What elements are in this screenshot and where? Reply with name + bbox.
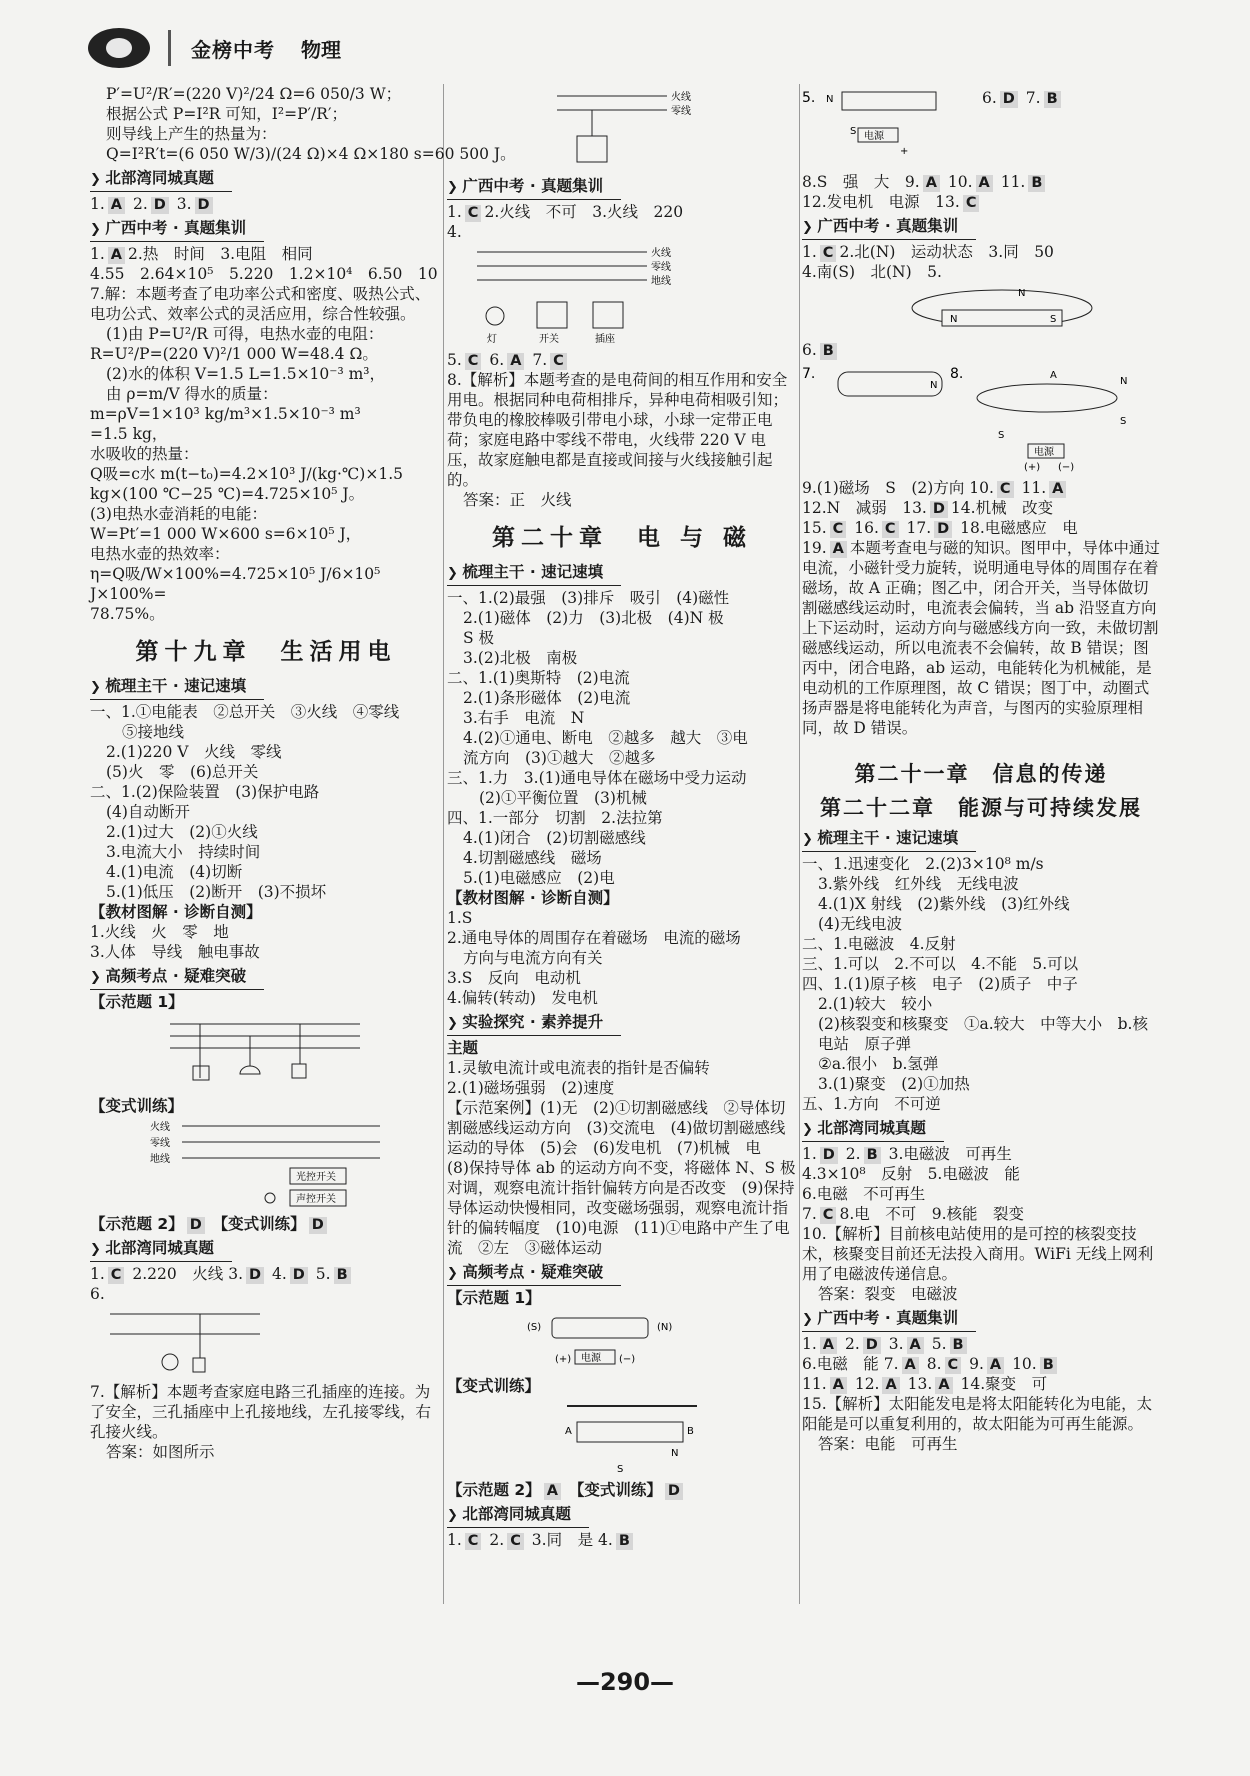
answer-line: 11. A 12. A 13. A 14.聚变 可 <box>802 1375 1048 1393</box>
text-line: 3.右手 电流 N <box>463 709 585 727</box>
solenoid-diagram <box>447 1312 797 1372</box>
section-heading: ❯ 高频考点 · 疑难突破 <box>447 1261 621 1286</box>
fig-label: 火线 <box>651 248 671 259</box>
circuit-diagram <box>90 1016 442 1092</box>
text-line: 一、1.迅速变化 2.(2)3×10⁸ m/s <box>802 855 1044 873</box>
circuit-diagram <box>90 1120 442 1210</box>
column-divider <box>443 84 444 1604</box>
text-line: 3.电流大小 持续时间 <box>106 843 261 861</box>
text-line: 4.(2)①通电、断电 ②越多 越大 ③电 <box>463 729 748 747</box>
solution-text: 78.75%。 <box>90 605 165 623</box>
header-divider <box>168 30 171 66</box>
fig-label: S <box>1120 416 1127 427</box>
answer-line: 6.电磁 不可再生 <box>802 1185 926 1203</box>
magnet-diagram <box>802 286 1160 336</box>
text-line: (2)①平衡位置 (3)机械 <box>479 789 647 807</box>
answer-line: 12.N 减弱 13. D 14.机械 改变 <box>802 499 1054 517</box>
solution-text: m=ρV=1×10³ kg/m³×1.5×10⁻³ m³ <box>90 405 361 423</box>
column-3 <box>802 84 1160 1454</box>
answer-text: 答案：正 火线 <box>463 491 572 509</box>
fig-label: 声控开关 <box>296 1194 336 1205</box>
solution-text: 由 ρ=m/V 得水的质量： <box>106 385 278 403</box>
text-line: 方向与电流方向有关 <box>463 949 603 967</box>
solution-text: 7.【解析】本题考查家庭电路三孔插座的连接。为了安全，三孔插座中上孔接地线，左孔接零线，右孔接火线。 <box>90 1383 432 1441</box>
solution-text: 15.【解析】太阳能发电是将太阳能转化为电能，太阳能是可以重复利用的，故太阳能为可再生能源。 <box>802 1395 1153 1433</box>
text-line: ⑤接地线 <box>122 723 185 741</box>
fig-label: (N) <box>657 1322 673 1333</box>
fig-label: S <box>1050 314 1057 325</box>
fig-label: 开关 <box>539 334 559 345</box>
chapter-title: 第二十章 电 与 磁 <box>491 525 752 551</box>
solution-text: 7.解：本题考查了电功率公式和密度、吸热公式、电功公式、效率公式的灵活应用，综合性较强。 <box>90 285 431 323</box>
text-line: 1.S <box>447 909 473 927</box>
text-line: 5.(1)低压 (2)断开 (3)不损坏 <box>106 883 327 901</box>
text-line: 3.(2)北极 南极 <box>463 649 578 667</box>
fig-label: (+) <box>1024 462 1041 473</box>
text-line: 4.(1)X 射线 (2)紫外线 (3)红外线 <box>818 895 1070 913</box>
solution-text: 电热水壶的热效率： <box>90 545 230 563</box>
fig-label: + <box>900 146 909 157</box>
text-line: Q=I²R′t=(6 050 W/3)/(24 Ω)×4 Ω×180 s=60 500 J。 <box>106 145 516 163</box>
answer-line: 1. C 2. C 3.同 是 4. B <box>447 1530 797 1550</box>
fig-label: (−) <box>619 1354 636 1365</box>
solution-text: (1)由 P=U²/R 可得，电热水壶的电阻： <box>106 325 384 343</box>
text-line: 三、1.可以 2.不可以 4.不能 5.可以 <box>802 955 1079 973</box>
fig-label: N <box>950 314 958 325</box>
solution-text: (3)电热水壶消耗的电能： <box>90 505 267 523</box>
text-line: 4.(1)电流 (4)切断 <box>106 863 243 881</box>
text-line: 4.偏转(转动) 发电机 <box>447 989 598 1007</box>
answer-line: 1. A 2. D 3. A 5. B <box>802 1334 1160 1354</box>
text-line: 二、1.(2)保险装置 (3)保护电路 <box>90 783 320 801</box>
fig-label: 零线 <box>651 262 671 273</box>
solution-text: (2)水的体积 V=1.5 L=1.5×10⁻³ m³， <box>106 365 386 383</box>
answer-line: 8.S 强 大 9. A 10. A 11. B <box>802 172 1160 192</box>
answer-line: 6. B <box>802 340 1160 360</box>
text-line: 4.(1)闭合 (2)切割磁感线 <box>463 829 646 847</box>
section-heading: ❯ 广西中考 · 真题集训 <box>802 1307 976 1332</box>
column-2 <box>447 84 797 1550</box>
text-line: 2.(1)条形磁体 (2)电流 <box>463 689 631 707</box>
text-line: 根据公式 P=I²R 可知，I²=P′/R′； <box>106 105 347 123</box>
fig-label: 火线 <box>150 1122 170 1133</box>
section-heading: ❯ 梳理主干 · 速记速填 <box>447 561 621 586</box>
page-number: —290— <box>575 1668 675 1696</box>
fig-label: 电源 <box>864 131 884 142</box>
fig-label: 地线 <box>651 276 671 287</box>
text-line: 2.(1)磁体 (2)力 (3)北极 (4)N 极 <box>463 609 724 627</box>
text-line: 二、1.电磁波 4.反射 <box>802 935 956 953</box>
text-line: 四、1.(1)原子核 电子 (2)质子 中子 <box>802 975 1078 993</box>
subsection-label: 【示范题 1】 <box>90 993 184 1011</box>
answer-line: 5. C 6. A 7. C <box>447 350 797 370</box>
section-heading: ❯ 广西中考 · 真题集训 <box>802 215 976 240</box>
answer-line: 1. A 2.热 时间 3.电阻 相同 <box>90 245 313 263</box>
section-heading: ❯ 广西中考 · 真题集训 <box>447 175 621 200</box>
solution-text: 19. A 本题考查电与磁的知识。图甲中，导体中通过电流，小磁针受力旋转，说明通电导体的周围存在着磁场，故 A 正确；图乙中，闭合开关，当导体做切割磁感线运动时，电流表会偏转，当 ab 沿竖直方向上下运动时，运动方向与磁感线方向一致，未做切割磁感线运动，所以电流表不会偏转，故 B 错误；图丙中，闭合电路，ab 运动，电能转化为机械能，是电动机的工作原理图，故 C 错误；图丁中，动圈式扬声器是将电能转化为声音，与图丙的实验原理相同，故 D 错误。 <box>802 539 1160 737</box>
answer-line: 1. C 2.火线 不可 3.火线 220 <box>447 203 684 221</box>
page-header <box>88 26 341 70</box>
text-line: (4)无线电波 <box>818 915 902 933</box>
solenoid-diagram <box>447 1400 797 1476</box>
subsection-label: 【示范题 1】 <box>447 1289 541 1307</box>
answer-line: 12.发电机 电源 13. C <box>802 192 1160 212</box>
text-line: 3.S 反向 电动机 <box>447 969 581 987</box>
answer-text: 答案：电能 可再生 <box>818 1435 958 1453</box>
fig-label: 零线 <box>150 1138 170 1149</box>
fig-label: (+) <box>555 1354 572 1365</box>
text-line: 1.火线 火 零 地 <box>90 923 229 941</box>
answer-line: 15. C 16. C 17. D 18.电磁感应 电 <box>802 519 1078 537</box>
subsection-label: 【教材图解 · 诊断自测】 <box>90 903 262 921</box>
subsection-label: 【变式训练】 <box>447 1377 541 1395</box>
answer-line: 6.电磁 能 7. A 8. C 9. A 10. B <box>802 1354 1160 1374</box>
solenoid-diagram <box>802 364 1160 474</box>
fig-label: A <box>1050 370 1057 381</box>
text-line: 一、1.(2)最强 (3)排斥 吸引 (4)磁性 <box>447 589 730 607</box>
text-line: 五、1.方向 不可逆 <box>802 1095 941 1113</box>
fig-label: B <box>687 1426 694 1437</box>
text-line: 四、1.一部分 切割 2.法拉第 <box>447 809 663 827</box>
text-line: S 极 <box>463 629 495 647</box>
solution-text: W=Pt′=1 000 W×600 s=6×10⁵ J， <box>90 525 362 543</box>
fig-label: 地线 <box>150 1154 170 1165</box>
circuit-diagram <box>90 1308 442 1378</box>
column-divider <box>799 84 800 1604</box>
fig-label: S <box>850 126 857 137</box>
text-line: 2.(1)220 V 火线 零线 <box>106 743 282 761</box>
subsection-label: 【教材图解 · 诊断自测】 <box>447 889 619 907</box>
text-line: 流方向 (3)①越大 ②越多 <box>463 749 656 767</box>
fig-label: (−) <box>1058 462 1075 473</box>
text-line: 3.紫外线 红外线 无线电波 <box>818 875 1019 893</box>
fig-label: N <box>1018 288 1026 299</box>
section-heading: ❯ 北部湾同城真题 <box>802 1117 944 1142</box>
answer-text: 答案：如图所示 <box>106 1443 215 1461</box>
question-number: 7. <box>802 366 816 382</box>
solenoid-diagram <box>802 88 1160 168</box>
question-number: 6. <box>90 1285 105 1303</box>
section-heading: ❯ 实验探究 · 素养提升 <box>447 1011 621 1036</box>
text-line: 3.人体 导线 触电事故 <box>90 943 260 961</box>
solution-text: η=Q吸/W×100%=4.725×10⁵ J/6×10⁵ J×100%= <box>90 565 381 603</box>
subsection-label: 【变式训练】 <box>90 1097 184 1115</box>
answer-line: 1. C 2.220 火线 3. D 4. D 5. B <box>90 1264 442 1284</box>
text-line: (4)自动断开 <box>106 803 190 821</box>
section-heading: ❯ 广西中考 · 真题集训 <box>90 217 264 242</box>
question-number: 4. <box>447 223 462 241</box>
text-line: 2.通电导体的周围存在着磁场 电流的磁场 <box>447 929 741 947</box>
answer-line: 7. C 8.电 不可 9.核能 裂变 <box>802 1205 1025 1223</box>
chapter-title: 第十九章 生活用电 <box>135 639 397 665</box>
text-line: 则导线上产生的热量为： <box>106 125 277 143</box>
text-line: 二、1.(1)奥斯特 (2)电流 <box>447 669 630 687</box>
fig-label: 零线 <box>671 106 691 117</box>
question-number: 5. <box>802 90 816 106</box>
fig-label: 火线 <box>671 92 691 103</box>
fig-label: 光控开关 <box>296 1172 336 1183</box>
text-line: 1.灵敏电流计或电流表的指针是否偏转 <box>447 1059 710 1077</box>
solution-text: 8.【解析】本题考查的是电荷间的相互作用和安全用电。根据同种电荷相排斥，异种电荷相吸引知；带负电的橡胶棒吸引带电小球，小球一定带正电荷；家庭电路中零线不带电，火线带 220 V 电压，故家庭触电都是直接或间接与火线接触引起的。 <box>447 371 789 489</box>
text-line: 2.(1)过大 (2)①火线 <box>106 823 258 841</box>
answer-line: 1. D 2. B 3.电磁波 可再生 <box>802 1145 1012 1163</box>
answer-line: 4.55 2.64×10⁵ 5.220 1.2×10⁴ 6.50 10 <box>90 265 438 283</box>
section-heading: ❯ 北部湾同城真题 <box>447 1503 589 1528</box>
text-line: (5)火 零 (6)总开关 <box>106 763 259 781</box>
text-line: (2)核裂变和核聚变 ①a.较大 中等大小 b.核电站 原子弹 <box>818 1015 1148 1053</box>
fig-label: S <box>617 1464 624 1475</box>
fig-label: 电源 <box>1034 447 1054 458</box>
text-line: 2.(1)较大 较小 <box>818 995 933 1013</box>
circuit-diagram <box>447 88 797 168</box>
fig-label: 插座 <box>595 334 615 345</box>
text-line: 4.切割磁感线 磁场 <box>463 849 602 867</box>
answer-line: 1. A 2. D 3. D <box>90 194 442 214</box>
fig-label: 电源 <box>581 1353 601 1364</box>
solution-text: 水吸收的热量： <box>90 445 199 463</box>
solution-text: Q吸=c水 m(t−t₀)=4.2×10³ J/(kg·℃)×1.5 kg×(100 ℃−25 ℃)=4.725×10⁵ J。 <box>90 465 403 503</box>
solution-text: 10.【解析】目前核电站使用的是可控的核裂变技术，核聚变目前还无法投入商用。WiFi 无线上网利用了电磁波传递信息。 <box>802 1225 1154 1283</box>
answer-line: 4.3×10⁸ 反射 5.电磁波 能 <box>802 1165 1020 1183</box>
answer-line: 【示范题 2】 D 【变式训练】 D <box>90 1214 442 1234</box>
section-heading: ❯ 梳理主干 · 速记速填 <box>90 675 264 700</box>
fig-label: S <box>998 430 1005 441</box>
solution-text: R=U²/P=(220 V)²/1 000 W=48.4 Ω。 <box>90 345 378 363</box>
answer-text: 答案：裂变 电磁波 <box>818 1285 958 1303</box>
chapter-title: 第二十二章 能源与可持续发展 <box>820 796 1142 820</box>
text-line: P′=U²/R′=(220 V)²/24 Ω=6 050/3 W； <box>106 85 402 103</box>
section-heading: ❯ 北部湾同城真题 <box>90 167 232 192</box>
solution-text: 【示范案例】(1)无 (2)①切割磁感线 ②导体切割磁感线运动方向 (3)交流电 (4)做切割磁感线运动的导体 (5)会 (6)发电机 (7)机械 电 (8)保持导体 ab 的运动方向不变，将磁体 N、S 极对调，观察电流计指针偏转方向是否改变 (9)保持导体运动快慢相同，改变磁场强弱，观察电流计指针的偏转幅度 (10)电源 (11)①电路中产生了电流 ②左 ③磁体运动 <box>447 1099 796 1257</box>
text-line: 5.(1)电磁感应 (2)电 <box>463 869 615 887</box>
chapter-title: 第二十一章 信息的传递 <box>854 762 1108 786</box>
solution-text: =1.5 kg， <box>90 425 168 443</box>
text-line: 2.(1)磁场强弱 (2)速度 <box>447 1079 615 1097</box>
section-heading: ❯ 梳理主干 · 速记速填 <box>802 827 976 852</box>
fig-label: N <box>826 94 834 105</box>
fig-label: N <box>671 1448 679 1459</box>
answer-line: 1. C 2.北(N) 运动状态 3.同 50 <box>802 243 1054 261</box>
fig-label: A <box>565 1426 572 1437</box>
circuit-diagram <box>447 246 797 346</box>
text-line: ②a.很小 b.氢弹 <box>818 1055 939 1073</box>
subject-label: 物理 <box>301 37 341 62</box>
book-title: 金榜中考 <box>191 37 275 62</box>
answer-line: 6. D 7. B <box>982 88 1064 108</box>
fig-label: N <box>930 380 938 391</box>
text-line: 3.(1)聚变 (2)①加热 <box>818 1075 970 1093</box>
subsection-label: 主题 <box>447 1039 479 1057</box>
text-line: 一、1.①电能表 ②总开关 ③火线 ④零线 <box>90 703 400 721</box>
fig-label: (S) <box>527 1322 542 1333</box>
answer-line: 9.(1)磁场 S (2)方向 10. C 11. A <box>802 478 1160 498</box>
question-number: 8. <box>950 366 964 382</box>
fig-label: N <box>1120 376 1128 387</box>
section-heading: ❯ 高频考点 · 疑难突破 <box>90 965 264 990</box>
section-heading: ❯ 北部湾同城真题 <box>90 1237 232 1262</box>
answer-line: 4.南(S) 北(N) 5. <box>802 263 942 281</box>
text-line: 三、1.力 3.(1)通电导体在磁场中受力运动 <box>447 769 747 787</box>
answer-line: 【示范题 2】 A 【变式训练】 D <box>447 1480 797 1500</box>
fig-label: 灯 <box>487 334 497 345</box>
brand-logo-icon <box>88 28 150 68</box>
